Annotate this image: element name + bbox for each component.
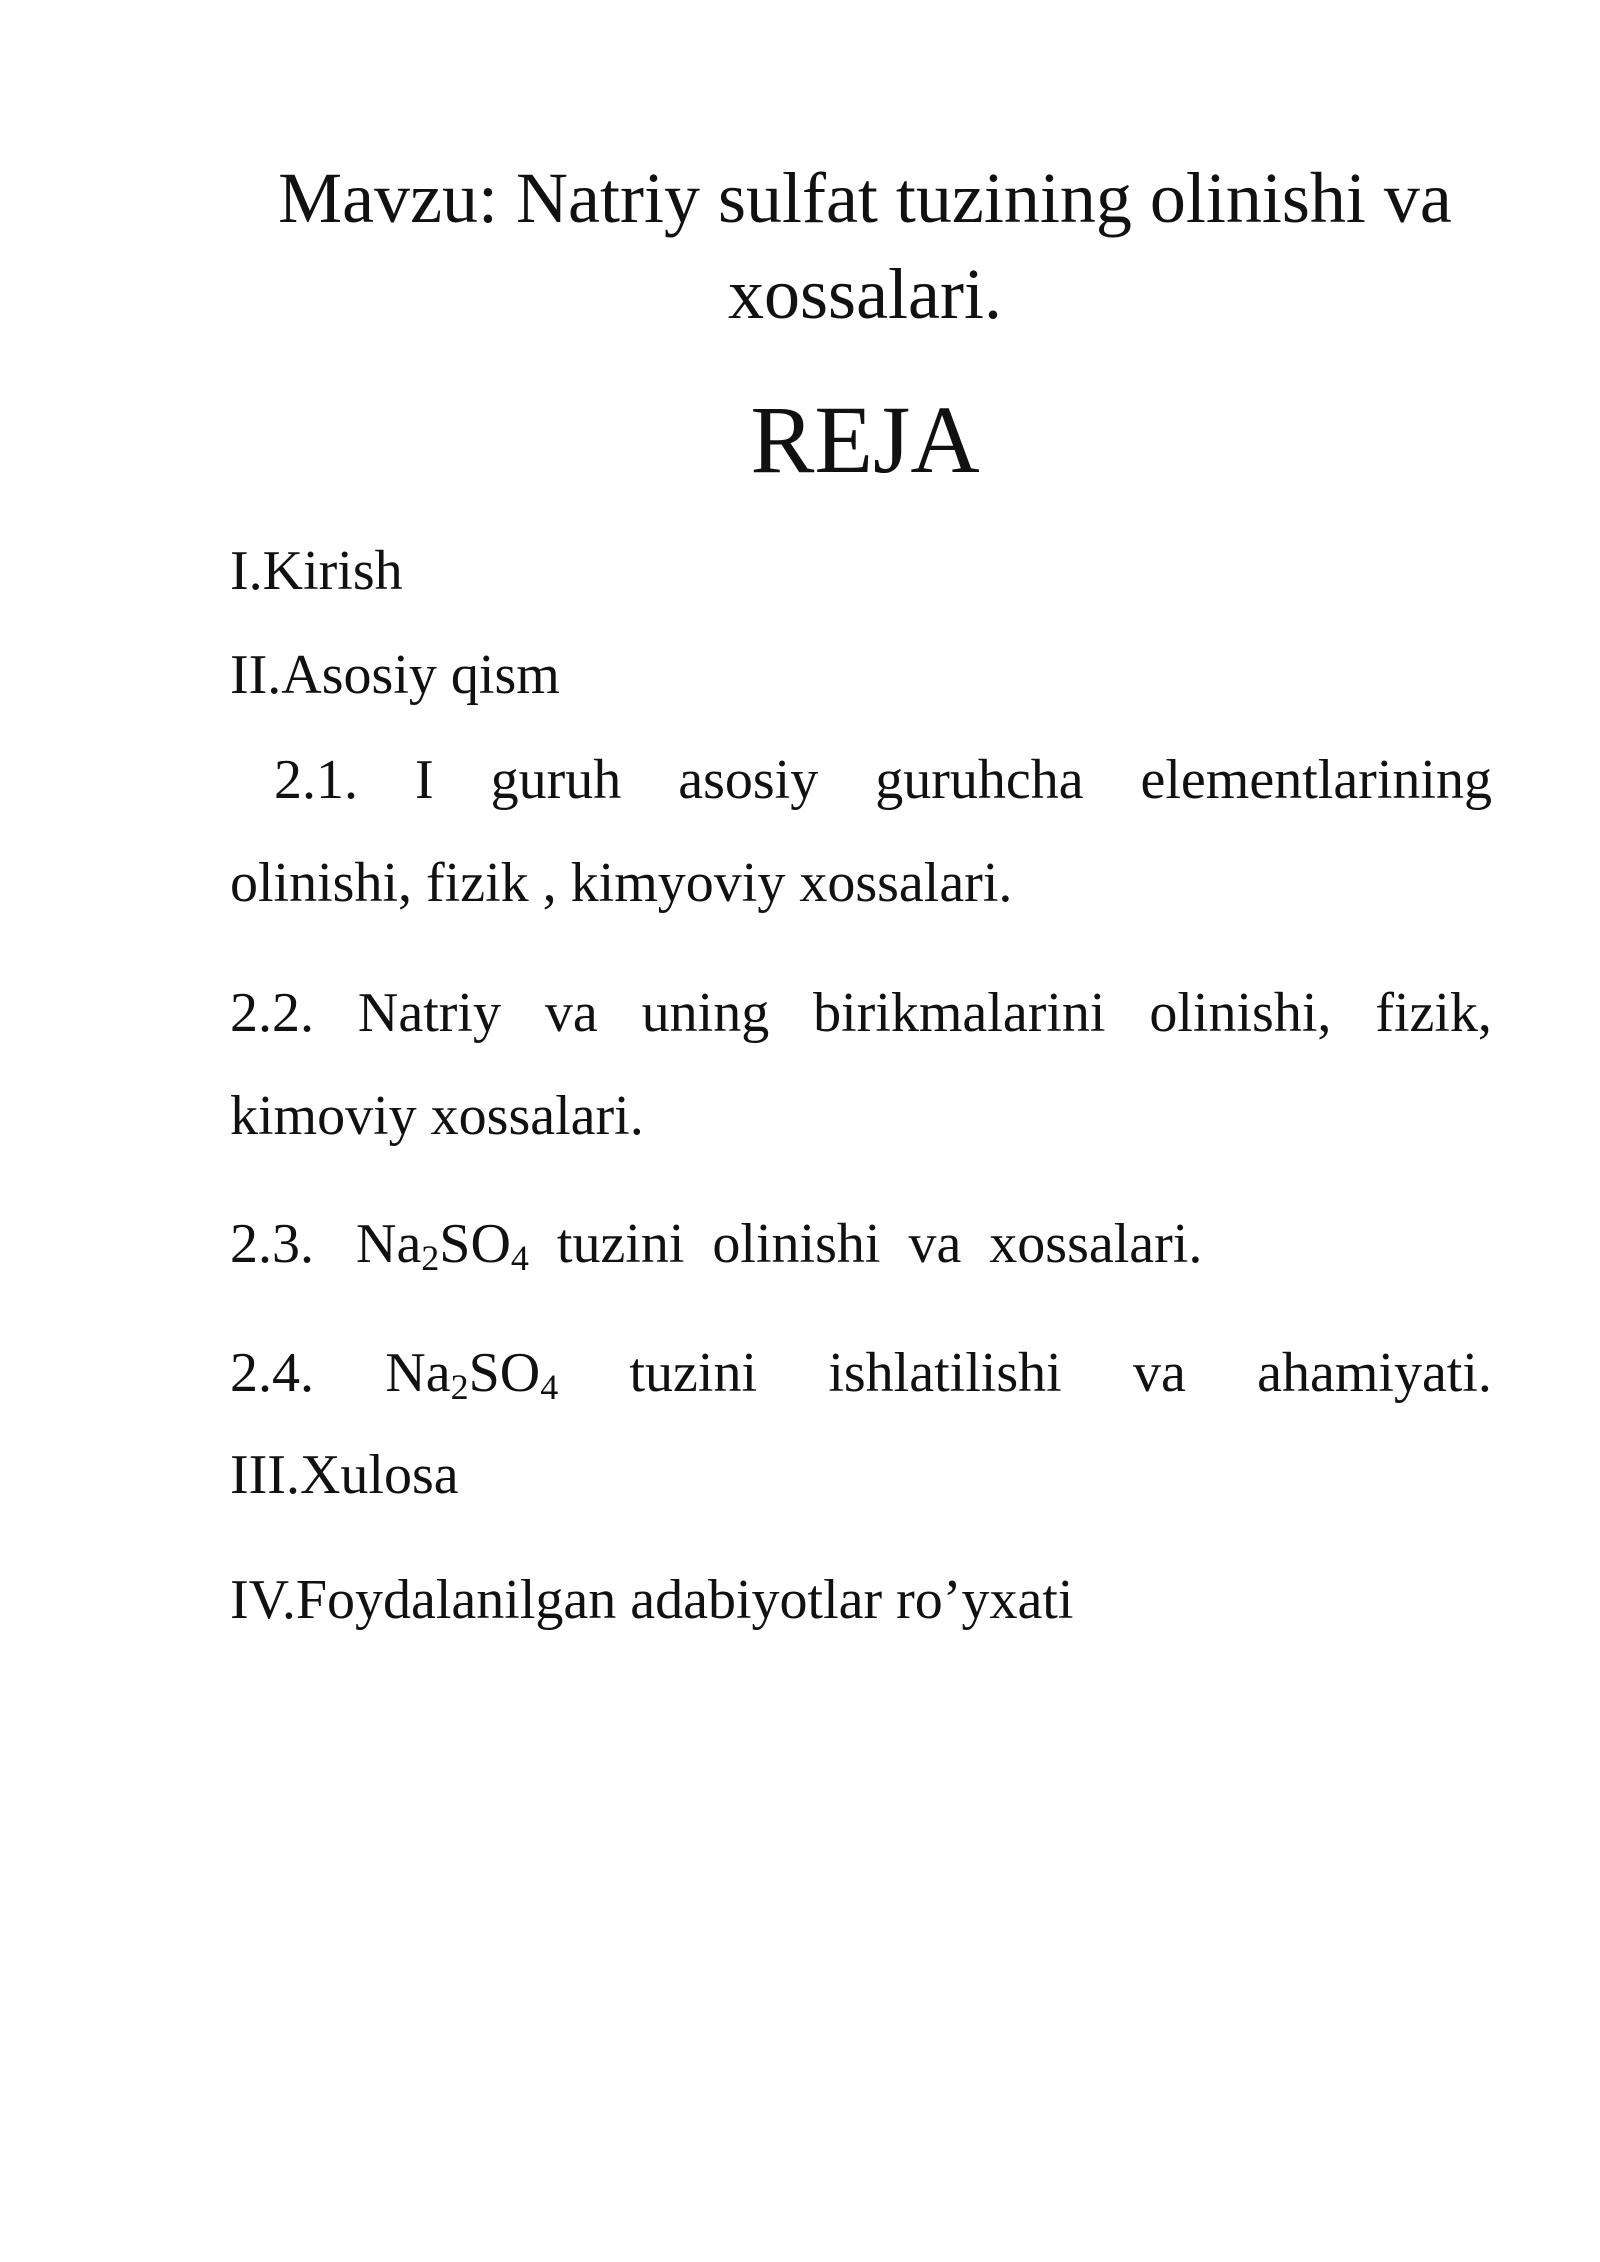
item-number: 2.3. <box>230 1213 314 1275</box>
plan-item-2-2-line-2: kimoviy xossalari. <box>230 1085 644 1147</box>
plan-item-2-1-line-2: olinishi, fizik , kimyoviy xossalari. <box>230 852 1013 914</box>
word: olinishi, <box>1149 982 1332 1044</box>
title-line-2: xossalari. <box>728 254 1002 334</box>
formula-sub-4: 4 <box>510 1238 529 1278</box>
item-number: 2.4. <box>230 1342 314 1404</box>
plan-item-1: I.Kirish <box>230 540 403 602</box>
word: va <box>1132 1342 1186 1404</box>
word: asosiy <box>678 749 819 811</box>
word: ishlatilishi <box>828 1342 1062 1404</box>
word: fizik, <box>1375 982 1492 1044</box>
formula <box>356 1213 529 1278</box>
formula-na: Na <box>356 1213 422 1275</box>
plan-item-2-4 <box>230 1338 1492 1408</box>
formula-sub-4: 4 <box>540 1367 559 1407</box>
word: guruhcha <box>875 749 1084 811</box>
word: birikmalarini <box>813 982 1106 1044</box>
word: Natriy <box>357 982 501 1044</box>
plan-item-2-2-line-1 <box>230 978 1492 1048</box>
plan-item-3: III.Xulosa <box>230 1444 459 1506</box>
word: 2.2. <box>230 982 314 1044</box>
word: elementlarining <box>1140 749 1492 811</box>
word: va <box>544 982 598 1044</box>
word: 2.1. <box>274 749 358 811</box>
word: I <box>414 749 434 811</box>
item-text: tuzini olinishi va xossalari. <box>556 1213 1203 1275</box>
word: tuzini <box>629 1342 758 1404</box>
plan-item-2-1-line-1 <box>274 745 1492 815</box>
plan-heading: REJA <box>750 386 980 493</box>
plan-item-2-3 <box>230 1209 1492 1279</box>
formula-na: Na <box>385 1342 451 1404</box>
title-line-1: Mavzu: Natriy sulfat tuzining olinishi va <box>278 158 1452 238</box>
formula-so: SO <box>468 1342 541 1404</box>
document-title <box>200 150 1530 342</box>
plan-item-4: IV.Foydalanilgan adabiyotlar ro’yxati <box>230 1569 1074 1631</box>
plan-item-2: II.Asosiy qism <box>230 644 560 706</box>
word: guruh <box>490 749 622 811</box>
formula <box>385 1338 558 1408</box>
word: uning <box>641 982 770 1044</box>
formula-sub-2: 2 <box>450 1367 469 1407</box>
formula-so: SO <box>439 1213 511 1275</box>
word: ahamiyati. <box>1257 1342 1492 1404</box>
formula-sub-2: 2 <box>421 1238 440 1278</box>
